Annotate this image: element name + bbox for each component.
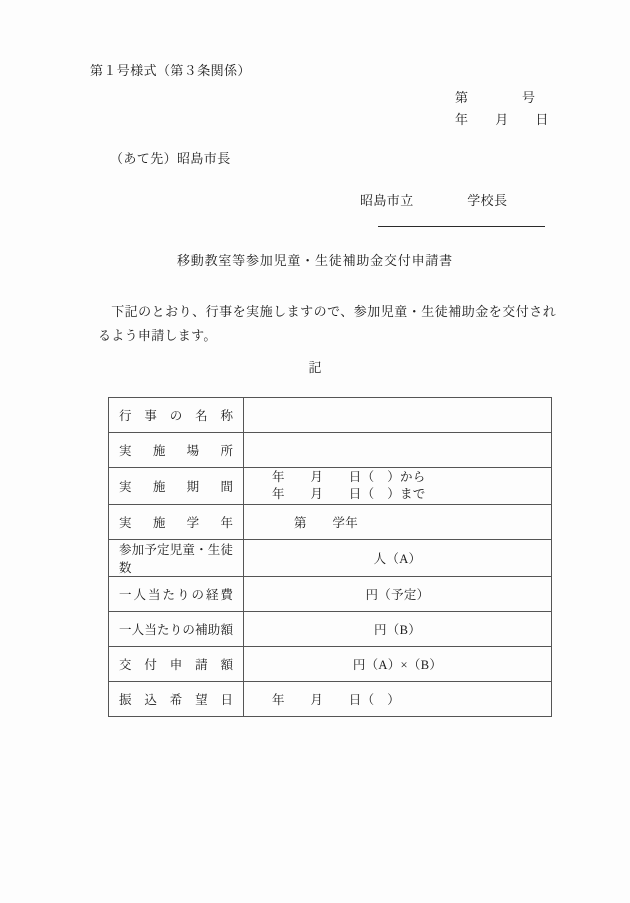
body-paragraph-text: 下記のとおり、行事を実施しますので、参加児童・生徒補助金を交付されるよう申請します。	[98, 304, 556, 343]
table-row	[109, 612, 552, 647]
table-row	[109, 433, 552, 468]
row-value-requested-amount[interactable]: 円（A）×（B）	[244, 647, 552, 682]
row-label-period: 実施期間	[109, 468, 244, 505]
row-label-venue: 実施場所	[109, 433, 244, 468]
row-label-school-year: 実施学年	[109, 505, 244, 540]
table-row	[109, 577, 552, 612]
application-table	[108, 397, 552, 717]
row-label-participant-count: 参加予定児童・生徒数	[109, 540, 244, 577]
form-number: 第１号様式（第３条関係）	[90, 63, 251, 78]
table-row	[109, 505, 552, 540]
body-paragraph	[98, 300, 556, 348]
table-row	[109, 398, 552, 433]
row-value-event-name[interactable]	[244, 398, 552, 433]
row-value-school-year[interactable]: 第 学年	[244, 505, 552, 540]
table-row	[109, 647, 552, 682]
row-value-transfer-date[interactable]: 年 月 日（ ）	[244, 682, 552, 717]
row-value-period[interactable]	[244, 468, 552, 505]
table-row	[109, 540, 552, 577]
row-label-cost-per-person: 一人当たりの経費	[109, 577, 244, 612]
period-end-line: 年 月 日（ ）まで	[272, 487, 426, 501]
row-label-requested-amount: 交付申請額	[109, 647, 244, 682]
table-row	[109, 468, 552, 505]
table-row	[109, 682, 552, 717]
row-value-subsidy-per-person[interactable]: 円（B）	[244, 612, 552, 647]
document-number-field: 第 号	[455, 90, 536, 105]
row-value-cost-per-person[interactable]: 円（予定）	[244, 577, 552, 612]
signature-underline	[378, 226, 545, 227]
row-label-transfer-date: 振込希望日	[109, 682, 244, 717]
addressee-line: （あて先）昭島市長	[110, 151, 231, 166]
document-date-field: 年 月 日	[455, 112, 549, 127]
row-label-event-name: 行事の名称	[109, 398, 244, 433]
applicant-line: 昭島市立 学校長	[360, 193, 508, 208]
row-label-subsidy-per-person: 一人当たりの補助額	[109, 612, 244, 647]
period-start-line: 年 月 日（ ）から	[272, 470, 426, 484]
ki-marker: 記	[308, 360, 322, 375]
row-value-venue[interactable]	[244, 433, 552, 468]
row-value-participant-count[interactable]: 人（A）	[244, 540, 552, 577]
page-title: 移動教室等参加児童・生徒補助金交付申請書	[176, 253, 453, 268]
